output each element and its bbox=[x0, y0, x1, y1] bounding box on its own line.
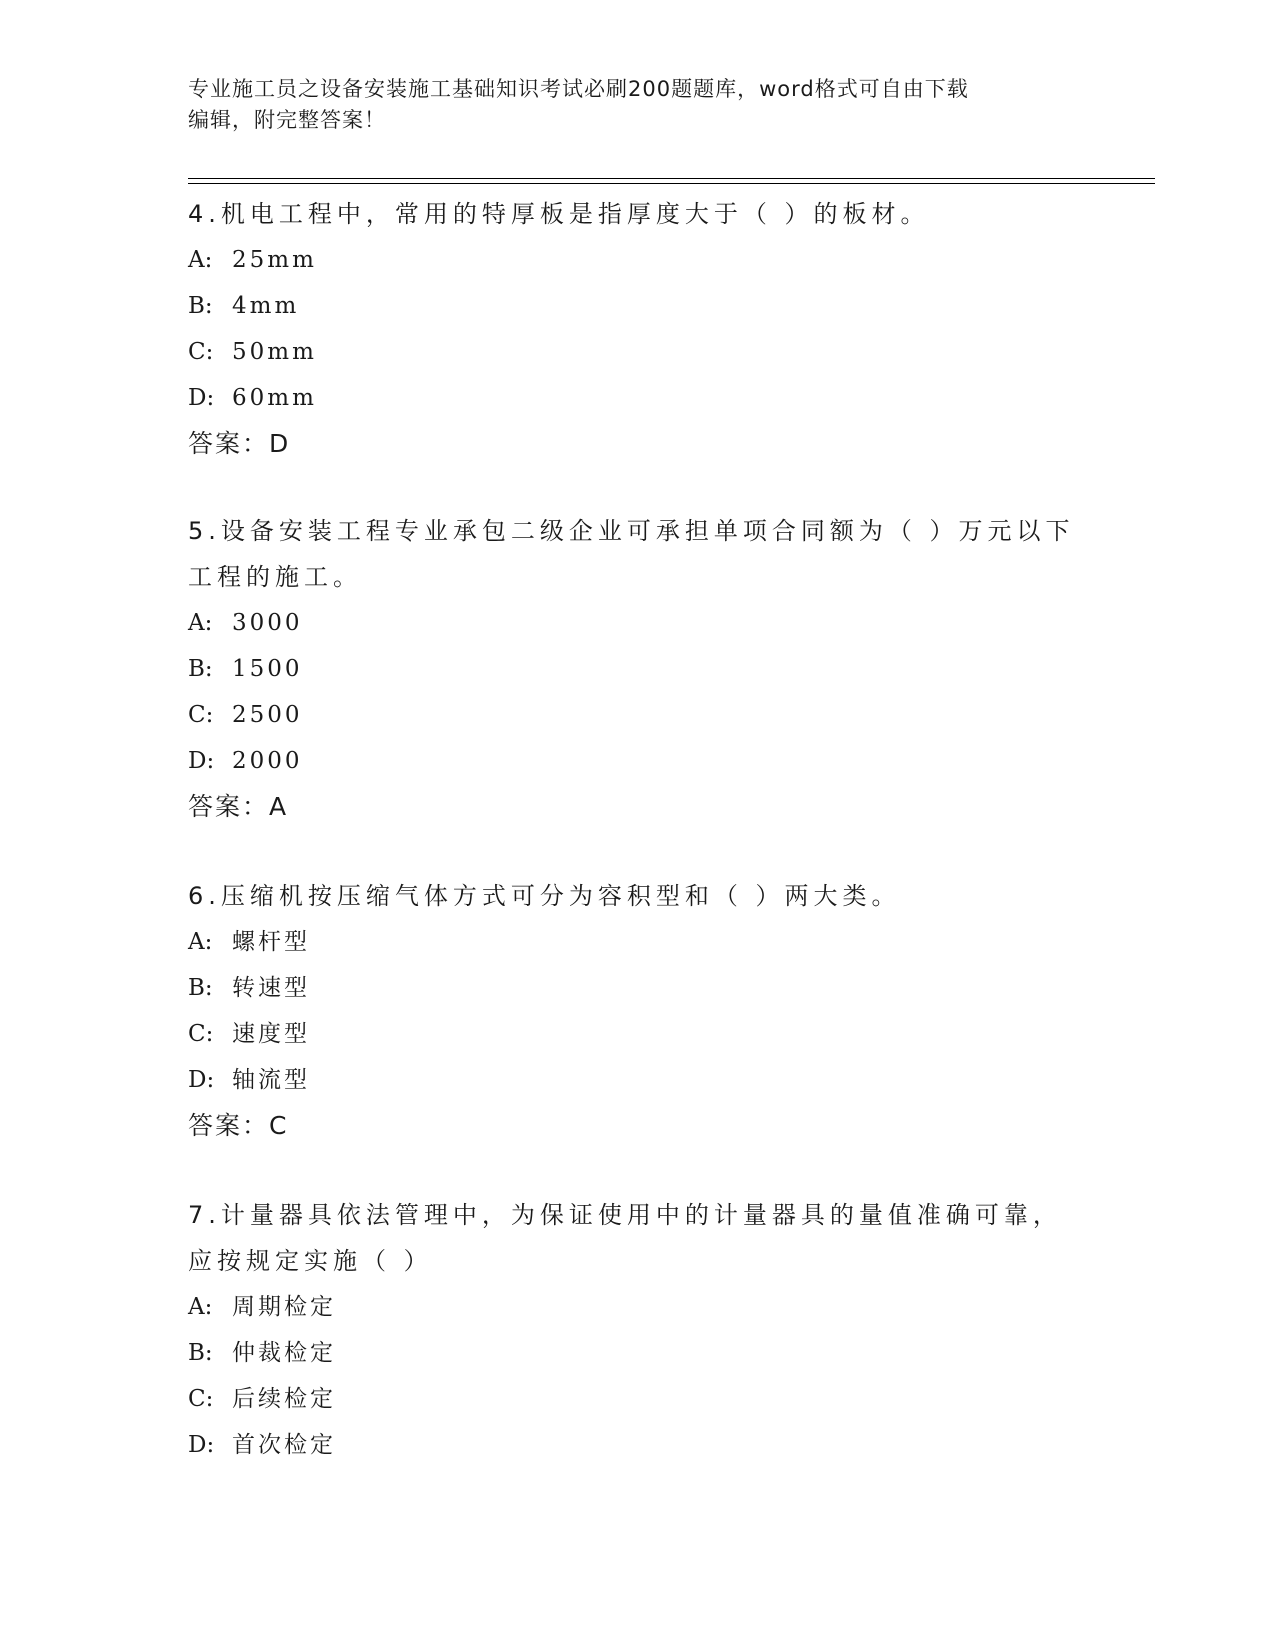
question-text: 6.压缩机按压缩气体方式可分为容积型和（ ）两大类。 bbox=[188, 882, 901, 910]
option-value: 60mm bbox=[232, 385, 317, 411]
option-key: B: bbox=[188, 1340, 213, 1366]
option-b bbox=[188, 283, 1088, 329]
answer-line bbox=[188, 1103, 1088, 1149]
option-a bbox=[188, 919, 1088, 965]
option-d bbox=[188, 738, 1088, 784]
question-text: 4.机电工程中，常用的特厚板是指厚度大于（ ）的板材。 bbox=[188, 200, 930, 228]
option-value: 轴流型 bbox=[232, 1067, 310, 1093]
answer-value: D bbox=[269, 429, 289, 458]
option-a bbox=[188, 1284, 1088, 1330]
option-key: B: bbox=[188, 293, 213, 319]
answer-value: A bbox=[269, 792, 287, 821]
header-rule-top bbox=[188, 178, 1155, 179]
option-value: 50mm bbox=[232, 339, 317, 365]
option-key: D: bbox=[188, 1432, 215, 1458]
option-a bbox=[188, 237, 1088, 283]
option-value: 周期检定 bbox=[232, 1294, 336, 1320]
option-c bbox=[188, 692, 1088, 738]
option-value: 首次检定 bbox=[232, 1432, 336, 1458]
option-d bbox=[188, 1422, 1088, 1468]
option-c bbox=[188, 329, 1088, 375]
option-key: A: bbox=[188, 929, 213, 955]
question-4 bbox=[188, 191, 1088, 467]
option-a bbox=[188, 600, 1088, 646]
option-key: D: bbox=[188, 385, 215, 411]
answer-label: 答案： bbox=[188, 792, 270, 821]
option-key: C: bbox=[188, 339, 214, 365]
question-text: 7.计量器具依法管理中，为保证使用中的计量器具的量值准确可靠，应按规定实施（ ） bbox=[188, 1201, 1062, 1275]
option-value: 25mm bbox=[232, 247, 317, 273]
question-text: 5.设备安装工程专业承包二级企业可承担单项合同额为（ ）万元以下工程的施工。 bbox=[188, 517, 1075, 591]
question-5 bbox=[188, 508, 1088, 830]
option-key: A: bbox=[188, 247, 213, 273]
answer-line bbox=[188, 784, 1088, 830]
option-value: 2500 bbox=[232, 702, 303, 728]
option-value: 1500 bbox=[232, 656, 303, 682]
header-rule-bottom bbox=[188, 183, 1155, 184]
document-header bbox=[188, 74, 1088, 136]
option-c bbox=[188, 1376, 1088, 1422]
option-b bbox=[188, 965, 1088, 1011]
answer-label: 答案： bbox=[188, 1111, 270, 1140]
question-6 bbox=[188, 873, 1088, 1149]
option-value: 2000 bbox=[232, 748, 303, 774]
option-key: D: bbox=[188, 748, 215, 774]
option-key: A: bbox=[188, 1294, 213, 1320]
option-value: 3000 bbox=[232, 610, 303, 636]
option-d bbox=[188, 375, 1088, 421]
option-key: C: bbox=[188, 702, 214, 728]
answer-value: C bbox=[269, 1111, 287, 1140]
option-b bbox=[188, 1330, 1088, 1376]
option-key: B: bbox=[188, 975, 213, 1001]
option-value: 速度型 bbox=[232, 1021, 310, 1047]
header-line-2: 编辑，附完整答案！ bbox=[188, 108, 386, 132]
option-key: C: bbox=[188, 1021, 214, 1047]
option-value: 螺杆型 bbox=[232, 929, 310, 955]
option-key: C: bbox=[188, 1386, 214, 1412]
answer-line bbox=[188, 421, 1088, 467]
option-c bbox=[188, 1011, 1088, 1057]
option-d bbox=[188, 1057, 1088, 1103]
option-key: B: bbox=[188, 656, 213, 682]
option-b bbox=[188, 646, 1088, 692]
option-key: A: bbox=[188, 610, 213, 636]
option-value: 4mm bbox=[232, 293, 300, 319]
question-7 bbox=[188, 1192, 1088, 1468]
header-line-1: 专业施工员之设备安装施工基础知识考试必刷200题题库，word格式可自由下载 bbox=[188, 77, 969, 101]
option-value: 仲裁检定 bbox=[232, 1340, 336, 1366]
option-key: D: bbox=[188, 1067, 215, 1093]
option-value: 后续检定 bbox=[232, 1386, 336, 1412]
option-value: 转速型 bbox=[232, 975, 310, 1001]
answer-label: 答案： bbox=[188, 429, 270, 458]
